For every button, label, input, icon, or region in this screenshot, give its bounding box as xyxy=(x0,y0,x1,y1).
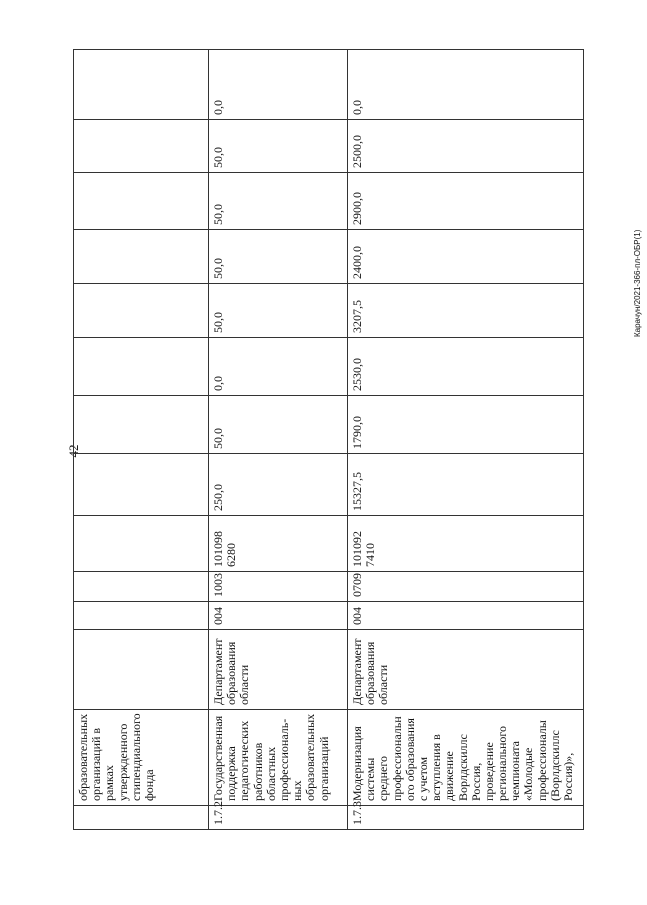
cell-grbs xyxy=(74,602,209,630)
budget-table xyxy=(73,49,584,830)
cell-value xyxy=(74,230,209,284)
cell-value: 50,0 xyxy=(209,284,348,338)
document-reference-note: Карачун/2021-366-пл-ОБР(1) xyxy=(633,229,642,337)
cell-code: 1.7.2 xyxy=(209,806,348,830)
cell-executor: Департамент образования области xyxy=(209,630,348,710)
cell-executor xyxy=(74,630,209,710)
cell-value: 1790,0 xyxy=(348,396,584,454)
cell-value xyxy=(74,120,209,173)
cell-value xyxy=(74,454,209,516)
cell-value: 50,0 xyxy=(209,396,348,454)
cell-section: 0709 xyxy=(348,572,584,602)
cell-section xyxy=(74,572,209,602)
cell-target: 101092 7410 xyxy=(348,516,584,572)
cell-value: 2500,0 xyxy=(348,120,584,173)
cell-target: 101098 6280 xyxy=(209,516,348,572)
cell-value: 2400,0 xyxy=(348,230,584,284)
cell-value: 50,0 xyxy=(209,120,348,173)
table-row xyxy=(348,50,584,830)
cell-value xyxy=(74,338,209,396)
cell-value xyxy=(74,396,209,454)
cell-value: 15327,5 xyxy=(348,454,584,516)
cell-event-name: Модернизация системы среднего профессиональн ого образования с учетом вступления в движение Ворлдскиллс Россия, проведение регионального чемпионата «Молодые профессионалы (Ворлдскиллс Россия)», xyxy=(348,710,584,806)
cell-grbs: 004 xyxy=(348,602,584,630)
cell-value: 2530,0 xyxy=(348,338,584,396)
cell-target xyxy=(74,516,209,572)
page-number: 42 xyxy=(66,444,81,458)
cell-event-name: Государственная поддержка педагогических работников областных профессиональ-ных образовательных организаций xyxy=(209,710,348,806)
cell-value: 3207,5 xyxy=(348,284,584,338)
cell-value xyxy=(74,284,209,338)
table-row xyxy=(209,50,348,830)
cell-event-name: образовательных организаций в рамках утвержденного стипендиального фонда xyxy=(74,710,209,806)
cell-value: 50,0 xyxy=(209,230,348,284)
cell-section: 1003 xyxy=(209,572,348,602)
cell-value: 250,0 xyxy=(209,454,348,516)
table-row xyxy=(74,50,209,830)
cell-value: 0,0 xyxy=(209,338,348,396)
cell-value: 50,0 xyxy=(209,173,348,230)
cell-value: 0,0 xyxy=(348,50,584,120)
cell-value: 0,0 xyxy=(209,50,348,120)
cell-value: 2900,0 xyxy=(348,173,584,230)
cell-executor: Департамент образования области xyxy=(348,630,584,710)
cell-code: 1.7.3 xyxy=(348,806,584,830)
rotated-table-wrapper xyxy=(73,50,583,830)
cell-grbs: 004 xyxy=(209,602,348,630)
cell-value xyxy=(74,173,209,230)
cell-code xyxy=(74,806,209,830)
cell-value xyxy=(74,50,209,120)
